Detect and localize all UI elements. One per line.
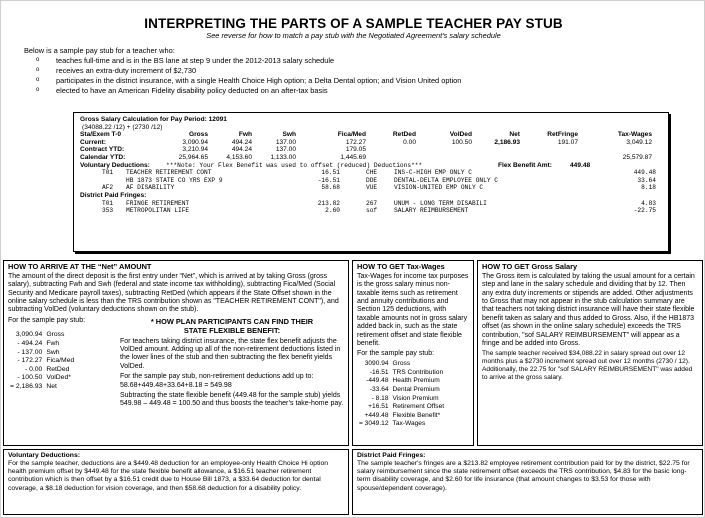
flex-note: ***Note: Your Flex Benefit was used to offset (reduced) Deductions*** xyxy=(166,161,423,169)
gross-salary-section xyxy=(477,260,703,446)
stub-row-calendar-ytd: Calendar YTD: 25,964.65 4,153.60 1,133.00 1,445.69 25,579.87 xyxy=(80,153,652,161)
calc-row: 3090.94 Gross xyxy=(364,360,411,368)
calc-row: - 0.00 RetDed xyxy=(24,365,70,373)
net-amount-section xyxy=(3,260,349,446)
tax-wages-paragraph: Tax-Wages for income tax purposes is the gross salary minus non-taxable items such as retirement and annuity contributions and Section 125 deductions, with taxable amounts not in gross salary added back in, such as the state retirement offset and state flexible benefit. xyxy=(357,272,469,347)
bullet-icon: o xyxy=(36,67,40,74)
calc-row: -33.64 Dental Premium xyxy=(369,385,440,393)
col-header: Net xyxy=(509,131,520,139)
intro-item: o receives an extra-duty increment of $2,730 xyxy=(36,66,197,76)
intro xyxy=(24,47,461,98)
page-title: INTERPRETING THE PARTS OF A SAMPLE TEACHER PAY STUB xyxy=(144,16,563,31)
col-header: Fica/Med xyxy=(337,131,366,139)
district-fringes-heading: District Paid Fringes: xyxy=(357,452,426,459)
tax-wages-heading: HOW TO GET Tax-Wages xyxy=(357,262,445,271)
tax-wages-sample-lead: For the sample pay stub: xyxy=(357,350,435,358)
calc-row: -449.48 Health Premium xyxy=(366,377,440,385)
flex-subheading-2: STATE FLEXIBLE BENEFIT: xyxy=(183,325,281,335)
intro-item: o elected to have an American Fidelity disability policy deducted on an after-tax basis xyxy=(36,86,328,96)
gross-salary-heading: HOW TO GET Gross Salary xyxy=(482,262,578,271)
intro-item: o participates in the district insurance, with a single Health Choice High option; a Delta Dental option; and Vision United option xyxy=(36,76,462,86)
net-section-paragraph: The amount of the direct deposit is the first entry under “Net”, which is arrived at by taking Gross (gross salary), subtracting Fwh and Swh (federal and state income tax withholding), subtracting Fica/Med (Social Security and Medicare payroll taxes), subtracting RetDed (which appears if the State Offset shown in the online salary schedule is less than the TRS contribution shown as "TEACHER RETIREMENT CONT"), and subtracting VolDed (voluntary deductions shown on the stub). xyxy=(8,272,339,314)
col-header: Tax-Wages xyxy=(617,131,652,139)
voluntary-deductions-heading: Voluntary Deductions: xyxy=(8,452,81,459)
voluntary-deductions-text: For the sample teacher, deductions are a $449.48 deduction for an employee-only Health Choice Hi option health premium offset by $449.48 for the state flexible benefit allowance, a $16.51 teacher retirement contribution which is then offset by a $16.51 credit due to House Bill 1873, a $33.64 deduction for dental coverage, a $8.18 deduction for vision coverage, and then $58.68 deduction for a disability policy. xyxy=(8,460,329,492)
sta-exem: Sta/Exem T-0 xyxy=(80,131,122,139)
calc-row: - 172.27 Fica/Med xyxy=(17,357,75,365)
stub-row-contract-ytd: Contract YTD: 3,210.94 494.24 137.00 179.05 xyxy=(80,146,366,154)
calc-row: = 3049.12 Tax-Wages xyxy=(359,420,426,428)
tax-wages-section xyxy=(352,260,474,446)
flex-benefit-label: Flex Benefit Amt: xyxy=(498,161,552,169)
deduction-row: HB 1873 STATE CO YRS EXP 9 -16.51 DDE DENTAL-DELTA EMPLOYEE ONLY C 33.64 xyxy=(126,176,656,184)
fringe-row: T01 FRINGE RETIREMENT 213.82 267 UNUM - LONG TERM DISABILI 4.83 xyxy=(102,199,656,207)
district-fringes-box xyxy=(352,449,703,515)
voluntary-deductions-box xyxy=(3,449,349,515)
flex-subheading-1: * HOW PLAN PARTICIPANTS CAN FIND THEIR xyxy=(150,316,314,326)
calc-row: +16.51 Retirement Offset xyxy=(368,403,445,411)
intro-list xyxy=(24,57,461,98)
col-header: Gross xyxy=(188,131,208,139)
col-header: Fwh xyxy=(238,131,252,139)
col-header: RetFringe xyxy=(547,131,578,139)
flex-benefit-amount: 449.48 xyxy=(570,161,591,169)
stub-row-current: Current: 3,090.94 494.24 137.00 172.27 0.00 100.50 2,186.93 191.07 3,049.12 xyxy=(80,138,652,146)
deduction-row: AF2 AF DISABILITY 58.68 VUE VISION-UNITED EMP ONLY C 8.18 xyxy=(102,184,656,192)
deduction-row: T01 TEACHER RETIREMENT CONT 16.51 CHE INS-C-HIGH EMP ONLY C 449.48 xyxy=(102,169,656,177)
page-subtitle: See reverse for how to match a pay stub with the Negotiated Agreement's salary schedule xyxy=(206,31,501,40)
calc-line: Gross Salary Calculation for Pay Period: 12091 xyxy=(80,116,227,123)
flex-benefit-explainer: * HOW PLAN PARTICIPANTS CAN FIND THEIR STATE FLEXIBLE BENEFIT: For teachers taking district insurance, the state flex benefit adjusts the VolDed amount. Adding up all of the non-retirement deductions listed in the lower lines of the stub and then subtracting the flex benefit yields VolDed. For the sample pay stub, non-retirement deductions add up to: 58.68+449.48+33.64+8.18 = 549.98 Subtracting the state flexible benefit (449.48 for the sample stub) yields 549.98 – 449.48 = 100.50 and thus boosts the teacher’s take-home pay. xyxy=(120,316,344,408)
gross-salary-paragraph: The Gross item is calculated by taking the usual amount for a certain step and lane in the salary schedule and dividing that by 12. Then any extra duty increments or stipends are added. Other adjustments to Gross that may not appear in the stub calculation summary are that teachers not taking district insurance will have their state flexible benefit taken as salary and thus added to Gross. Also, if the HB1873 offset (as shown in the online salary schedule) exceeds the TRS contribution, "sof SALARY REIMBURSEMENT" will appear as a fringe and be added into Gross. xyxy=(482,272,695,347)
calc-row: - 137.00 Swh xyxy=(17,348,60,356)
tax-wages-calculation xyxy=(357,360,446,429)
intro-lead: Below is a sample pay stub for a teacher who: xyxy=(24,46,175,55)
district-fringes-text: The sample teacher's fringes are a $213.82 employee retirement contribution paid for by the district, $22.75 for salary reimbursement since the state retirement offset exceeds the TRS contribution, $4.83 for the basic long-term disability coverage, and $2.60 for life insurance (that amount changes to $3.53 for those with spouse/dependent coverage). xyxy=(357,460,690,492)
calc-row: - 100.50 VolDed* xyxy=(17,374,71,382)
gross-salary-paragraph-2: The sample teacher received $34,088.22 in salary spread out over 12 months plus a $2730 increment spread out over 12 months (2730 / 12). Additionally, the 22.75 for "sof SALARY REIMBURSEMENT" was added to arrive at the gross salary. xyxy=(482,350,693,382)
voluntary-deductions-header: Voluntary Deductions: ***Note: Your Flex Benefit was used to offset (reduced) Deductions*** Flex Benefit Amt: 449.48 xyxy=(80,161,591,169)
calc-row: -16.51 TRS Contribution xyxy=(369,368,444,376)
net-sample-lead: For the sample pay stub: xyxy=(8,316,86,324)
calc-row: = 2,186.93 Net xyxy=(10,383,57,390)
calc-row: +449.48 Flexible Benefit* xyxy=(364,411,441,419)
bullet-icon: o xyxy=(36,87,40,94)
col-header: Swh xyxy=(282,131,296,139)
calc-row: 3,090.94 Gross xyxy=(15,331,65,339)
bullet-icon: o xyxy=(36,77,40,84)
col-header: VolDed xyxy=(449,131,472,139)
intro-item: o teaches full-time and is in the BS lane at step 9 under the 2012-2013 salary schedule xyxy=(36,55,335,65)
calc-row: - 8.18 Vision Premium xyxy=(371,394,439,402)
net-section-heading: HOW TO ARRIVE AT THE “Net” AMOUNT xyxy=(8,262,152,271)
net-calculation xyxy=(8,331,76,391)
stub-header-row xyxy=(80,131,662,139)
calc-row: - 494.24 Fwh xyxy=(17,340,60,348)
fringes-header: District Paid Fringes: xyxy=(80,191,147,199)
calc-formula: (34088.22 /12) + (2730 /12) xyxy=(82,123,163,131)
fringe-row: 353 METROPOLITAN LIFE 2.60 sof SALARY REIMBURSEMENT -22.75 xyxy=(102,207,656,215)
col-header: RetDed xyxy=(392,131,416,139)
bullet-icon: o xyxy=(36,56,40,63)
sample-pay-stub xyxy=(73,112,669,252)
